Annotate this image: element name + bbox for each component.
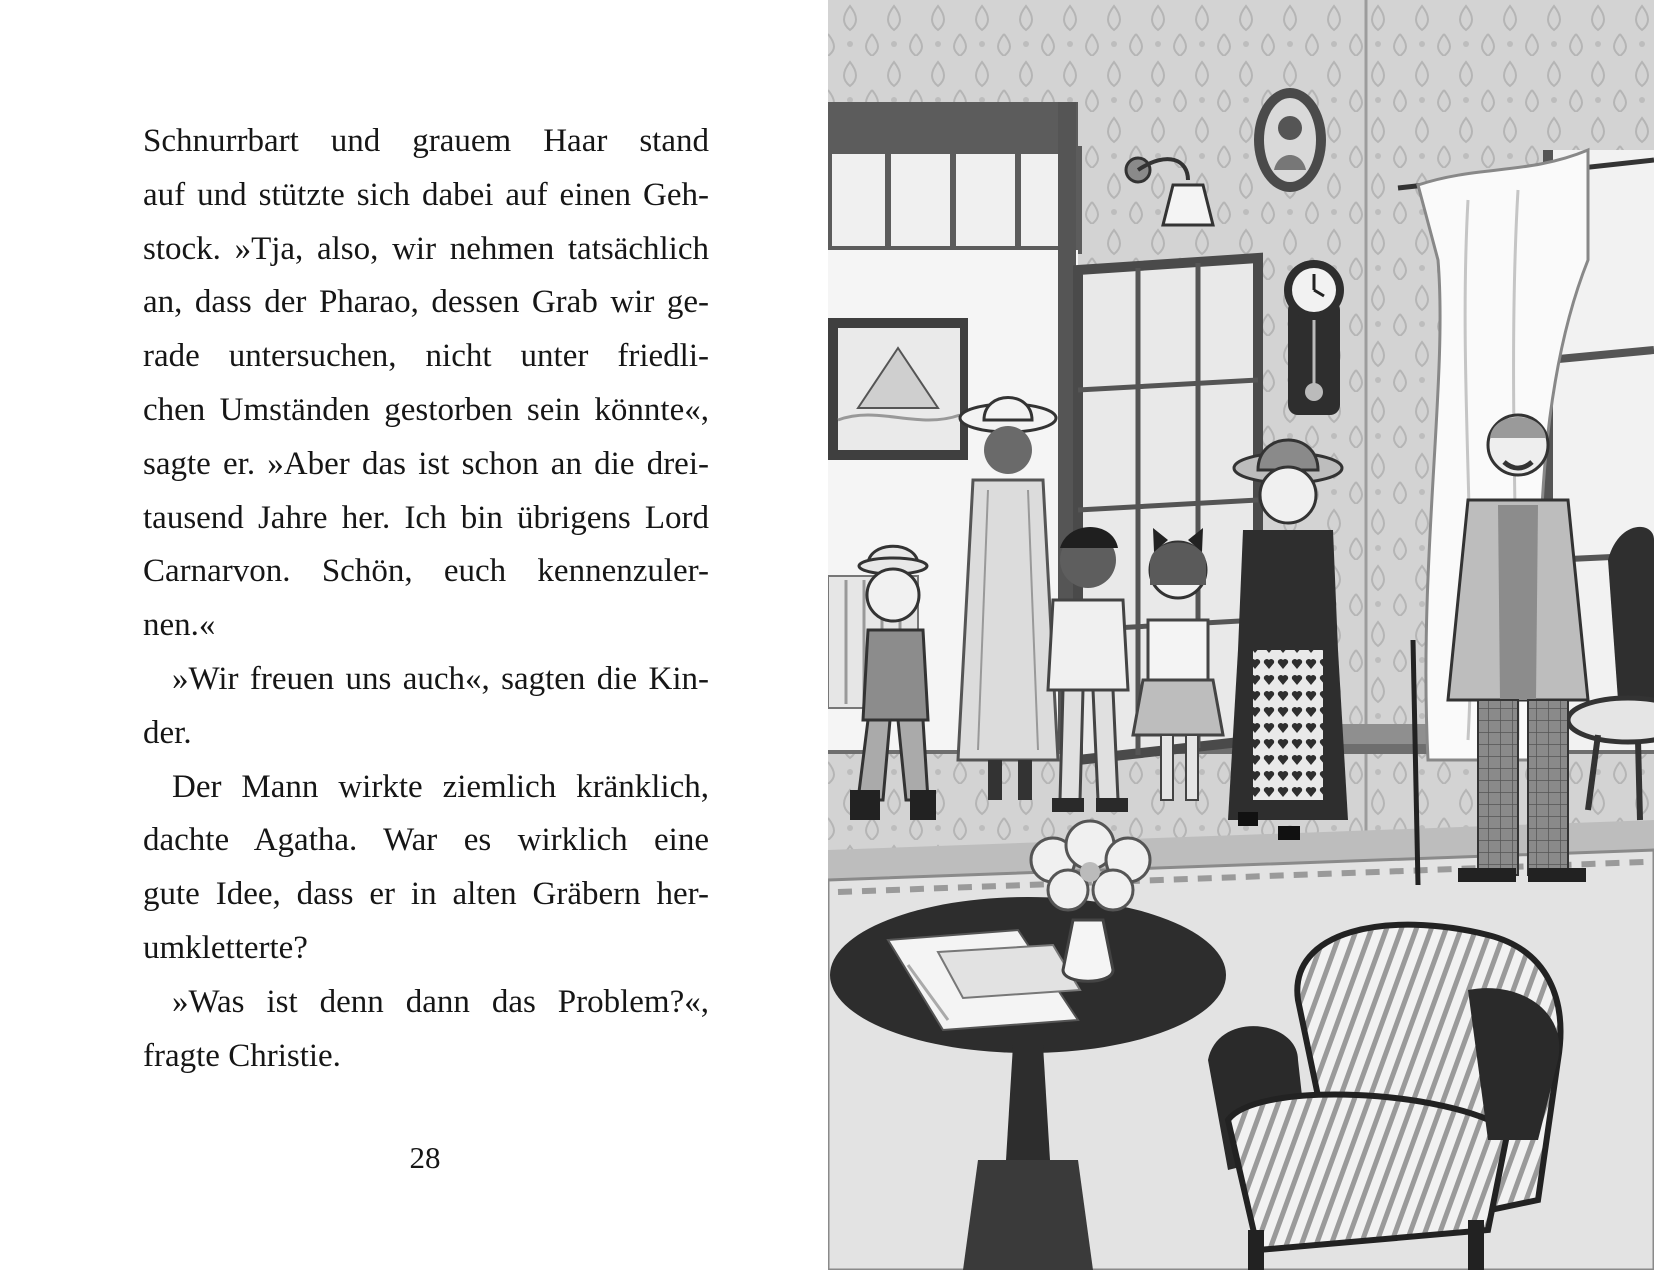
text-line: Schnurrbart und grauem Haar stand bbox=[143, 123, 709, 159]
wall-clock bbox=[1284, 260, 1344, 415]
oval-portrait bbox=[1254, 88, 1326, 192]
text-line: an, dass der Pharao, dessen Grab wir ge- bbox=[143, 284, 709, 321]
illustration bbox=[828, 0, 1654, 1270]
body-text bbox=[143, 115, 709, 1083]
text-line: »Wir freuen uns auch«, sagten die Kin- bbox=[172, 660, 709, 697]
text-line: rade untersuchen, nicht unter friedli- bbox=[143, 338, 709, 375]
text-line: gute Idee, dass er in alten Gräbern her- bbox=[143, 876, 709, 913]
text-line: fragte Christie. bbox=[143, 1037, 341, 1074]
text-line: tausend Jahre her. Ich bin übrigens Lord bbox=[143, 499, 709, 536]
text-line: chen Umständen gestorben sein könnte«, bbox=[143, 391, 709, 428]
pyramid-painting bbox=[828, 318, 968, 460]
illustration-page bbox=[828, 0, 1654, 1270]
page-number: 28 bbox=[409, 1140, 441, 1175]
text-line: sagte er. »Aber das ist schon an die drei- bbox=[143, 445, 709, 482]
text-line: umkletterte? bbox=[143, 929, 308, 966]
text-line: nen.« bbox=[143, 607, 216, 644]
text-line: Carnarvon. Schön, euch kennenzuler- bbox=[143, 553, 709, 590]
text-line: dachte Agatha. War es wirklich eine bbox=[143, 822, 709, 859]
text-line: Der Mann wirkte ziemlich kränklich, bbox=[172, 768, 709, 805]
text-line: auf und stützte sich dabei auf einen Geh- bbox=[143, 176, 709, 213]
text-line: »Was ist denn dann das Problem?«, bbox=[172, 983, 709, 1020]
text-line: stock. »Tja, also, wir nehmen tatsächlich bbox=[143, 230, 709, 267]
text-line: der. bbox=[143, 714, 192, 751]
